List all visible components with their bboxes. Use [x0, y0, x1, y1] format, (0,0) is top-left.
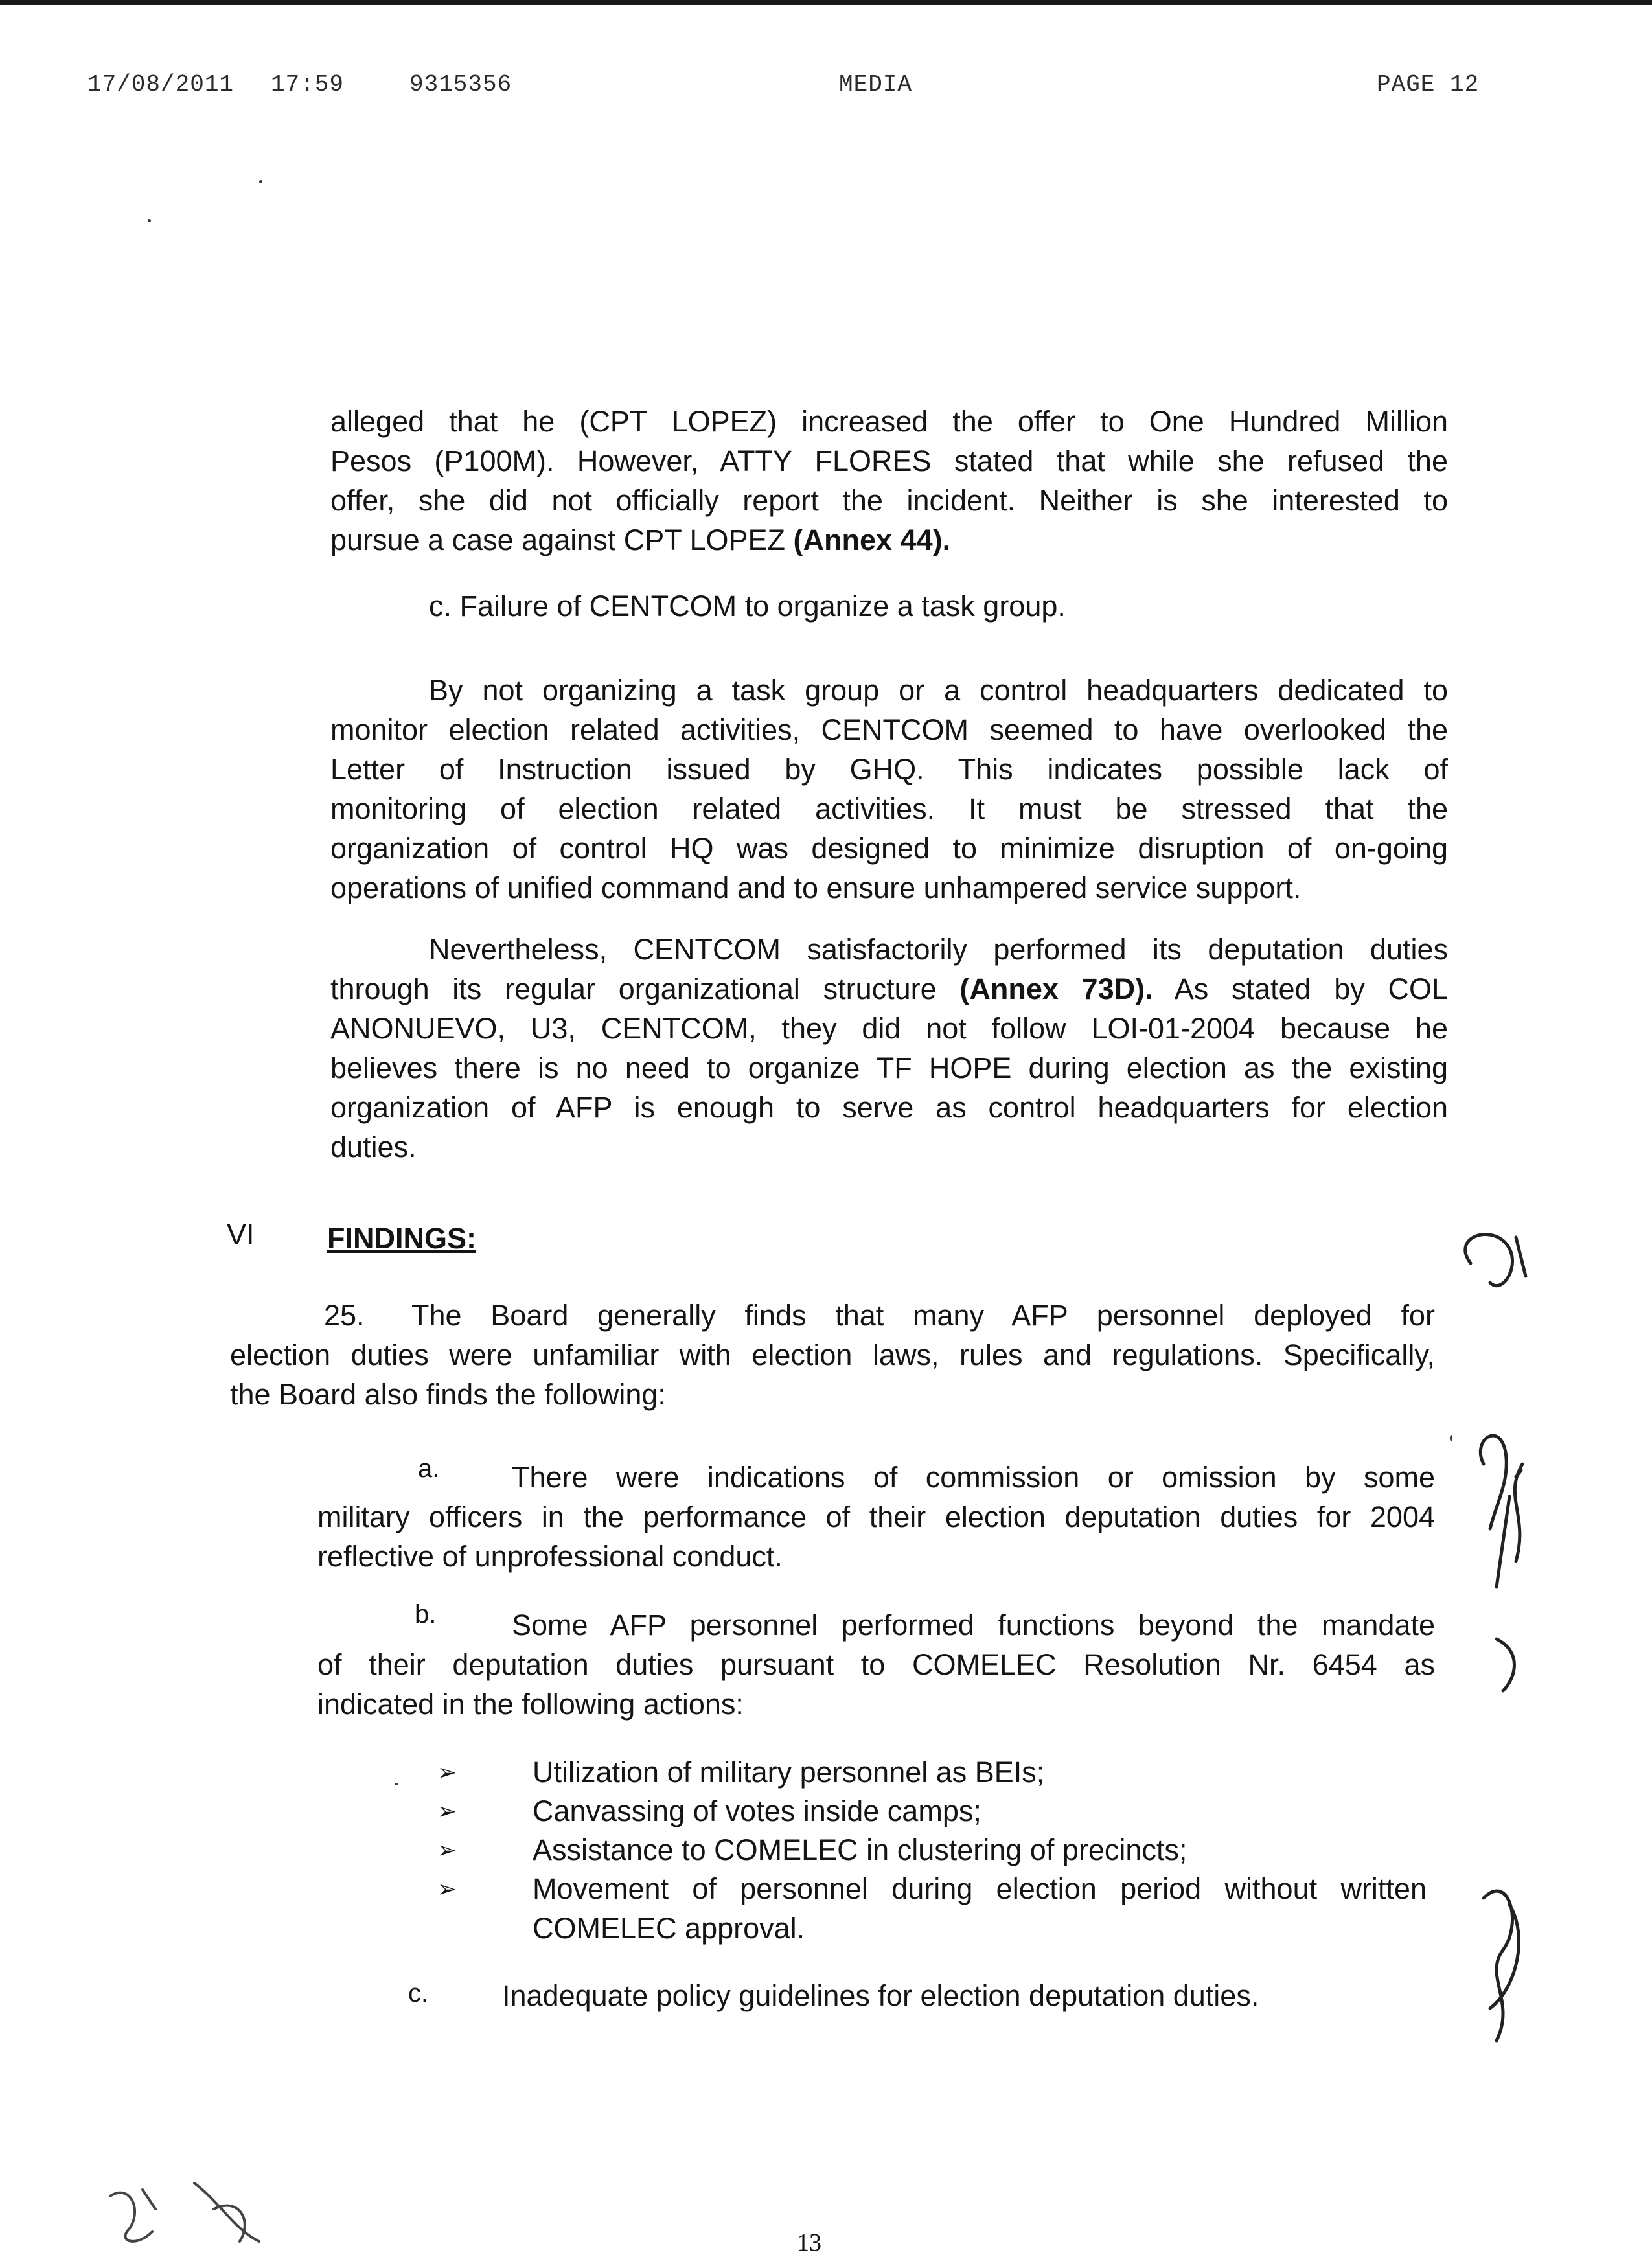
paragraph-25: [230, 1296, 1435, 1414]
text-line: [230, 1296, 1435, 1335]
annex-reference: (Annex 73D).: [959, 972, 1153, 1005]
scan-speck: [1450, 1435, 1452, 1441]
scan-speck: [259, 180, 262, 183]
finding-a: [317, 1458, 1435, 1576]
text-line: monitoring of election related activities. It must be stressed that the: [330, 792, 1448, 825]
fax-number: 9315356: [409, 71, 512, 98]
bullet-item: Movement of personnel during election period without written: [533, 1872, 1427, 1905]
text-line: monitor election related activities, CENTCOM seemed to have overlooked the: [330, 713, 1448, 746]
item-c-heading: c. Failure of CENTCOM to organize a task group.: [429, 590, 1066, 623]
text-line: [330, 969, 1448, 1009]
text-line: Some AFP personnel performed functions beyond the mandate: [512, 1609, 1435, 1642]
text-line: offer, she did not officially report the incident. Neither is she interested to: [330, 484, 1448, 517]
fax-date: 17/08/2011: [87, 71, 235, 98]
text-line: Pesos (P100M). However, ATTY FLORES stated that while she refused the: [330, 444, 1448, 477]
scan-speck: [395, 1783, 398, 1785]
bullet-item: Utilization of military personnel as BEIs;: [533, 1756, 1045, 1789]
text-line: of their deputation duties pursuant to COMELEC Resolution Nr. 6454 as: [317, 1648, 1435, 1681]
arrow-bullet-icon: ➢: [437, 1875, 457, 1902]
arrow-bullet-icon: ➢: [437, 1759, 457, 1785]
text-line: indicated in the following actions:: [317, 1688, 744, 1721]
finding-c: Inadequate policy guidelines for election deputation duties.: [502, 1979, 1259, 2012]
text-line: Letter of Instruction issued by GHQ. This indicates possible lack of: [330, 753, 1448, 786]
bullet-item: Canvassing of votes inside camps;: [533, 1794, 981, 1827]
text-line: military officers in the performance of their election deputation duties for 2004: [317, 1500, 1435, 1533]
finding-c-marker: c.: [408, 1979, 429, 2008]
text-line: ANONUEVO, U3, CENTCOM, they did not follow LOI-01-2004 because he: [330, 1012, 1448, 1045]
text-line: election duties were unfamiliar with election laws, rules and regulations. Specifically,: [230, 1338, 1435, 1371]
bullet-item-continuation: COMELEC approval.: [533, 1912, 805, 1945]
paragraph-deputation: [330, 930, 1448, 1167]
fax-page: PAGE 12: [1377, 71, 1480, 98]
bullet-item: Assistance to COMELEC in clustering of precincts;: [533, 1833, 1187, 1866]
finding-b-marker: b.: [415, 1600, 437, 1629]
text-line: alleged that he (CPT LOPEZ) increased the offer to One Hundred Million: [330, 405, 1448, 438]
fax-title: MEDIA: [839, 71, 913, 98]
page-number: 13: [797, 2229, 821, 2256]
text-line: reflective of unprofessional conduct.: [317, 1540, 783, 1573]
annex-reference: (Annex 44).: [793, 523, 951, 556]
text-fragment: through its regular organizational structure: [330, 972, 960, 1005]
arrow-bullet-icon: ➢: [437, 1837, 457, 1863]
section-title: FINDINGS:: [327, 1222, 476, 1255]
handwritten-initials-icon: [91, 2170, 298, 2261]
arrow-bullet-icon: ➢: [437, 1798, 457, 1824]
text-line: believes there is no need to organize TF HOPE during election as the existing: [330, 1051, 1448, 1084]
scan-speck: [148, 219, 151, 222]
section-numeral: VI: [227, 1218, 255, 1251]
text-line: There were indications of commission or omission by some: [512, 1461, 1435, 1494]
handwritten-signature-icon: [1445, 1224, 1548, 2092]
paragraph-offer: [330, 402, 1448, 560]
text-fragment: The Board generally finds that many AFP personnel deployed for: [411, 1299, 1435, 1332]
paragraph-number: 25.: [324, 1299, 365, 1332]
text-line: operations of unified command and to ensure unhampered service support.: [330, 871, 1302, 904]
text-line: duties.: [330, 1130, 417, 1163]
text-line: the Board also finds the following:: [230, 1378, 666, 1411]
text-line: organization of control HQ was designed to minimize disruption of on-going: [330, 832, 1448, 865]
finding-b: [317, 1605, 1435, 1724]
text-fragment: As stated by COL: [1153, 972, 1448, 1005]
fax-time: 17:59: [271, 71, 345, 98]
text-fragment: pursue a case against CPT LOPEZ: [330, 523, 794, 556]
paragraph-task-group: [330, 670, 1448, 908]
text-line: Nevertheless, CENTCOM satisfactorily performed its deputation duties: [429, 933, 1448, 966]
text-line: organization of AFP is enough to serve as control headquarters for election: [330, 1091, 1448, 1124]
text-line: [330, 520, 1448, 560]
text-line: By not organizing a task group or a control headquarters dedicated to: [429, 674, 1448, 707]
finding-a-marker: a.: [418, 1454, 440, 1483]
